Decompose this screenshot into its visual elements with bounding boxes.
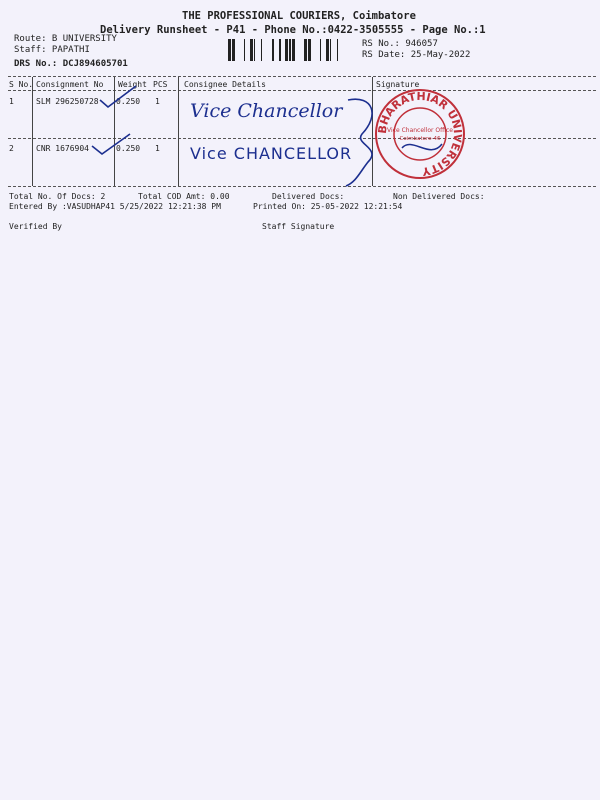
- drs-number: DRS No.: DCJ894605701: [14, 59, 128, 69]
- row-2-pcs: 1: [155, 144, 160, 153]
- column-divider: [178, 77, 179, 186]
- delivered-docs: Delivered Docs:: [272, 192, 345, 201]
- runsheet-title: Delivery Runsheet - P41 - Phone No.:0422-3505555 - Page No.:1: [100, 24, 486, 36]
- row-1-consignee-handwritten: Vice Chancellor: [190, 100, 343, 122]
- row-1-weight: 0.250: [116, 97, 141, 106]
- stamp-inner-line-1: Vice Chancellor Office: [387, 127, 453, 134]
- table-header-rule: [8, 90, 596, 91]
- row-1-sno: 1: [9, 97, 14, 106]
- table-top-rule: [8, 76, 596, 77]
- university-seal-icon: [372, 86, 468, 182]
- barcode-icon: [228, 39, 346, 61]
- entered-by: Entered By :VASUDHAP41 5/25/2022 12:21:38 PM: [9, 202, 221, 211]
- row-1-consignment: SLM 296250728: [36, 97, 99, 106]
- row-2-weight: 0.250: [116, 144, 141, 153]
- column-divider: [32, 77, 33, 186]
- rs-number: RS No.: 946057: [362, 39, 438, 49]
- col-header-pcs: PCS: [153, 80, 168, 89]
- check-mark-icon: [98, 84, 141, 110]
- staff-signature-label: Staff Signature: [262, 222, 335, 231]
- total-docs: Total No. Of Docs: 2: [9, 192, 106, 201]
- stamp-ring-text: BHARATHIAR UNIVERSITY: [375, 89, 465, 179]
- check-mark-icon: [90, 132, 132, 158]
- total-cod-amount: Total COD Amt: 0.00: [138, 192, 230, 201]
- staff-label: Staff: PAPATHI: [14, 45, 90, 55]
- col-header-consignee: Consignee Details: [184, 80, 266, 89]
- company-name: THE PROFESSIONAL COURIERS, Coimbatore: [182, 10, 416, 22]
- verified-by-label: Verified By: [9, 222, 62, 231]
- row-1-pcs: 1: [155, 97, 160, 106]
- route-label: Route: B UNIVERSITY: [14, 34, 117, 44]
- row-2-consignment: CNR 1676904: [36, 144, 89, 153]
- stamp-inner-line-2: Coimbatore-46: [399, 136, 441, 142]
- printed-on: Printed On: 25-05-2022 12:21:54: [253, 202, 403, 211]
- rs-date: RS Date: 25-May-2022: [362, 50, 471, 60]
- col-header-weight: Weight: [118, 80, 147, 89]
- col-header-consignment: Consignment No: [36, 80, 104, 89]
- row-2-sno: 2: [9, 144, 14, 153]
- row-2-consignee-handwritten: Vice CHANCELLOR: [190, 144, 353, 163]
- non-delivered-docs: Non Delivered Docs:: [393, 192, 485, 201]
- col-header-sno: S No.: [9, 80, 34, 89]
- table-bottom-rule: [8, 186, 596, 187]
- col-header-signature: Signature: [376, 80, 420, 89]
